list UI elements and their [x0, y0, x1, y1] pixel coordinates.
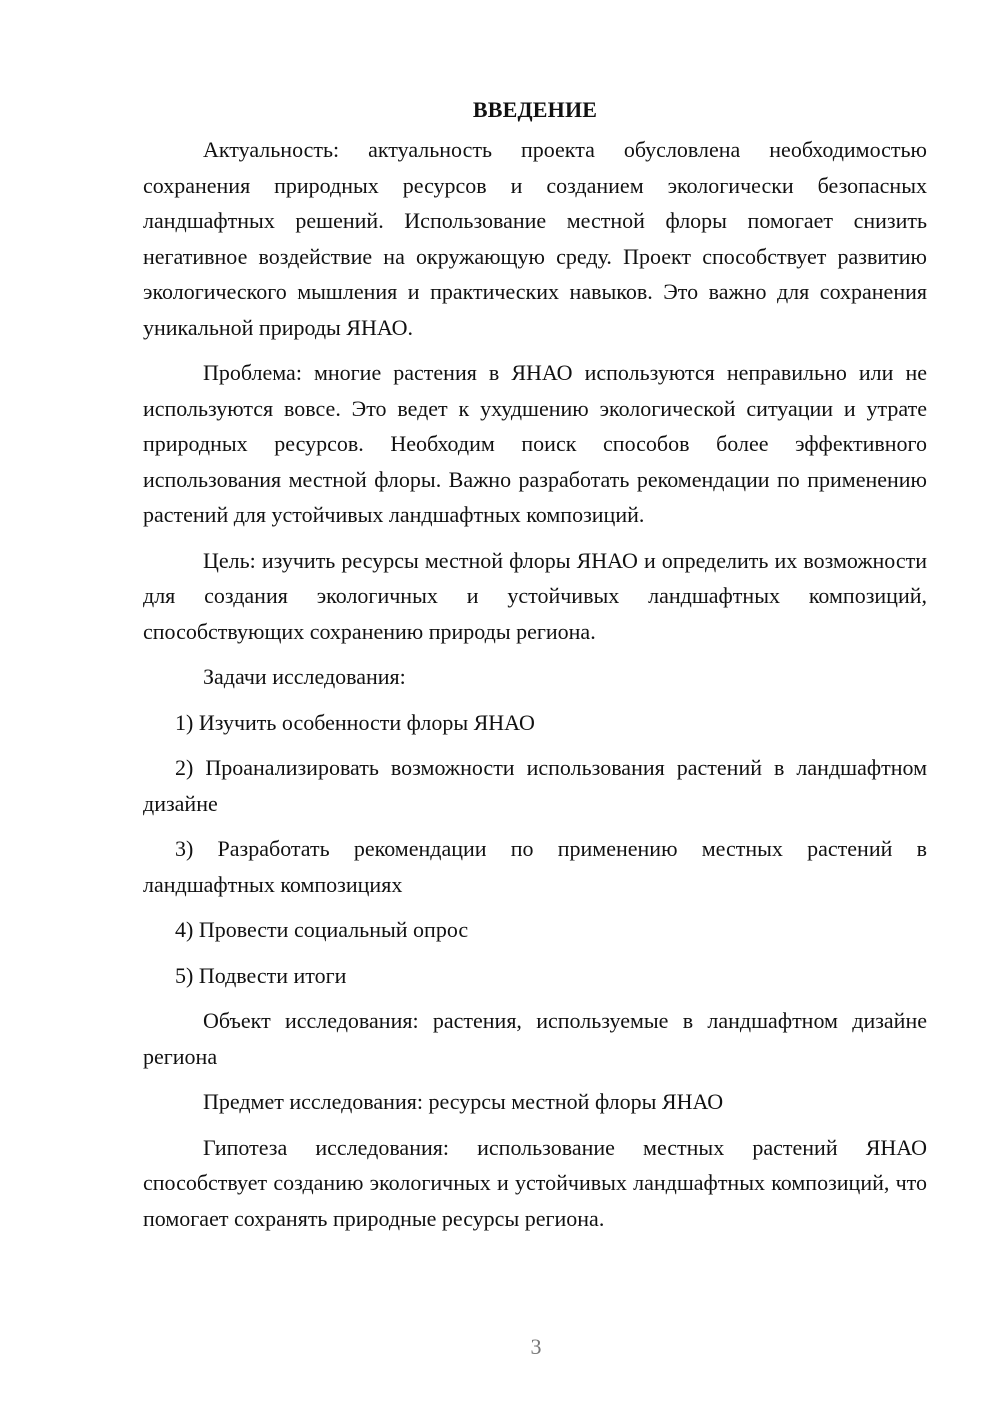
problem-paragraph: Проблема: многие растения в ЯНАО используются неправильно или не используются вовсе. Это ведет к ухудшению экологической ситуации и утрате природных ресурсов. Необходим поиск способов более эффективного использования местной флоры. Важно разработать рекомендации по применению растений для устойчивых ландшафтных композиций.	[143, 360, 927, 527]
hypothesis-paragraph: Гипотеза исследования: использование местных растений ЯНАО способствует созданию экологичных и устойчивых ландшафтных композиций, что помогает сохранять природные ресурсы региона.	[143, 1134, 927, 1231]
object-paragraph: Объект исследования: растения, используемые в ландшафтном дизайне региона	[143, 1008, 927, 1069]
subject-paragraph: Предмет исследования: ресурсы местной флоры ЯНАО	[203, 1089, 724, 1114]
section-heading: ВВЕДЕНИЕ	[472, 97, 598, 122]
task-item-2: 2) Проанализировать возможности использования растений в ландшафтном дизайне	[143, 755, 927, 816]
task-item-3: 3) Разработать рекомендации по применению местных растений в ландшафтных композициях	[143, 836, 927, 897]
task-item-4: 4) Провести социальный опрос	[175, 917, 469, 942]
task-item-1: 1) Изучить особенности флоры ЯНАО	[175, 709, 535, 735]
task-item-5: 5) Подвести итоги	[175, 962, 347, 988]
goal-paragraph: Цель: изучить ресурсы местной флоры ЯНАО и определить их возможности для создания экологичных и устойчивых ландшафтных композиций, способствующих сохранению природы региона.	[143, 547, 927, 644]
page-number: 3	[530, 1334, 542, 1359]
document-page	[143, 96, 927, 1246]
tasks-title: Задачи исследования:	[203, 664, 406, 689]
relevance-paragraph: Актуальность: актуальность проекта обусловлена необходимостью сохранения природных ресурсов и созданием экологически безопасных ландшафтных решений. Использование местной флоры помогает снизить негативное воздействие на окружающую среду. Проект способствует развитию экологического мышления и практических навыков. Это важно для сохранения уникальной природы ЯНАО.	[143, 137, 927, 340]
